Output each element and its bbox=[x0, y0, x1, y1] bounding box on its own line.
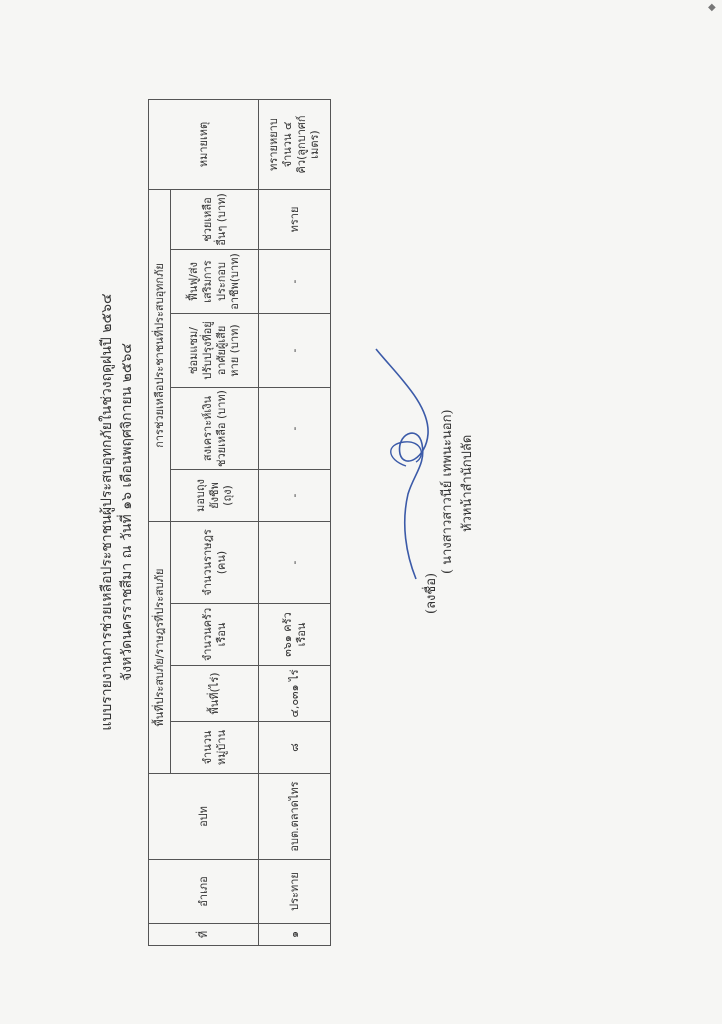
signer-position: หัวหน้าสำนักปลัด bbox=[460, 434, 475, 532]
header-district: อำเภอ bbox=[149, 860, 259, 924]
cell-villages: ๘ bbox=[259, 722, 331, 774]
signer-name: ( นางสาวสาวนีย์ เทพนะนอก) bbox=[440, 409, 455, 574]
assistance-table bbox=[148, 99, 331, 946]
table-row bbox=[259, 100, 331, 946]
cell-remarks: ทรายหยาบจำนวน ๔ คิว(ลูกบาศก์เมตร) bbox=[259, 100, 331, 190]
header-area-rai: พื้นที่(ไร่) bbox=[171, 666, 259, 722]
header-repair-housing: ซ่อมแซม/ปรับปรุงที่อยู่อาศัยผู้เสียหาย (บาท) bbox=[171, 314, 259, 388]
header-villages: จำนวนหมู่บ้าน bbox=[171, 722, 259, 774]
cell-other: ทราย bbox=[259, 190, 331, 250]
cell-people: - bbox=[259, 522, 331, 604]
cell-no: ๑ bbox=[259, 924, 331, 946]
header-other: ช่วยเหลืออื่นๆ (บาท) bbox=[171, 190, 259, 250]
cell-cash-relief: - bbox=[259, 388, 331, 470]
cell-households: ๓๖๑ ครัวเรือน bbox=[259, 604, 331, 666]
header-affected-area: พื้นที่ประสบภัย/ราษฎรที่ประสบภัย bbox=[149, 522, 171, 774]
header-cash-relief: สงเคราะห์เงินช่วยเหลือ (บาท) bbox=[171, 388, 259, 470]
cell-lao: อบต.ตลาดไทร bbox=[259, 774, 331, 860]
cell-district: ประทาย bbox=[259, 860, 331, 924]
header-assistance: การช่วยเหลือประชาชนที่ประสบอุทกภัย bbox=[149, 190, 171, 522]
header-households: จำนวนครัวเรือน bbox=[171, 604, 259, 666]
scan-mark-icon: ◆ bbox=[708, 2, 716, 13]
signature-label: (ลงชื่อ) bbox=[424, 572, 439, 614]
report-title: แบบรายงานการช่วยเหลือประชาชนผู้ประสบอุทกภัยในช่วงฤดูฝนปี ๒๕๖๔ bbox=[99, 293, 115, 731]
cell-relief-bags: - bbox=[259, 470, 331, 522]
header-lao: อปท bbox=[149, 774, 259, 860]
header-occupation: ฟื้นฟู/ส่งเสริมการประกอบอาชีพ(บาท) bbox=[171, 250, 259, 314]
header-remarks: หมายเหตุ bbox=[149, 100, 259, 190]
header-relief-bags: มอบถุงยังชีพ (ถุง) bbox=[171, 470, 259, 522]
cell-repair-housing: - bbox=[259, 314, 331, 388]
header-no: ที่ bbox=[149, 924, 259, 946]
cell-area-rai: ๔,๐๓๑ ไร่ bbox=[259, 666, 331, 722]
cell-occupation: - bbox=[259, 250, 331, 314]
report-subtitle: จังหวัดนครราชสีมา ณ วันที่ ๑๖ เดือนพฤศจิกายน ๒๕๖๔ bbox=[119, 343, 135, 681]
header-people: จำนวนราษฎร (คน) bbox=[171, 522, 259, 604]
